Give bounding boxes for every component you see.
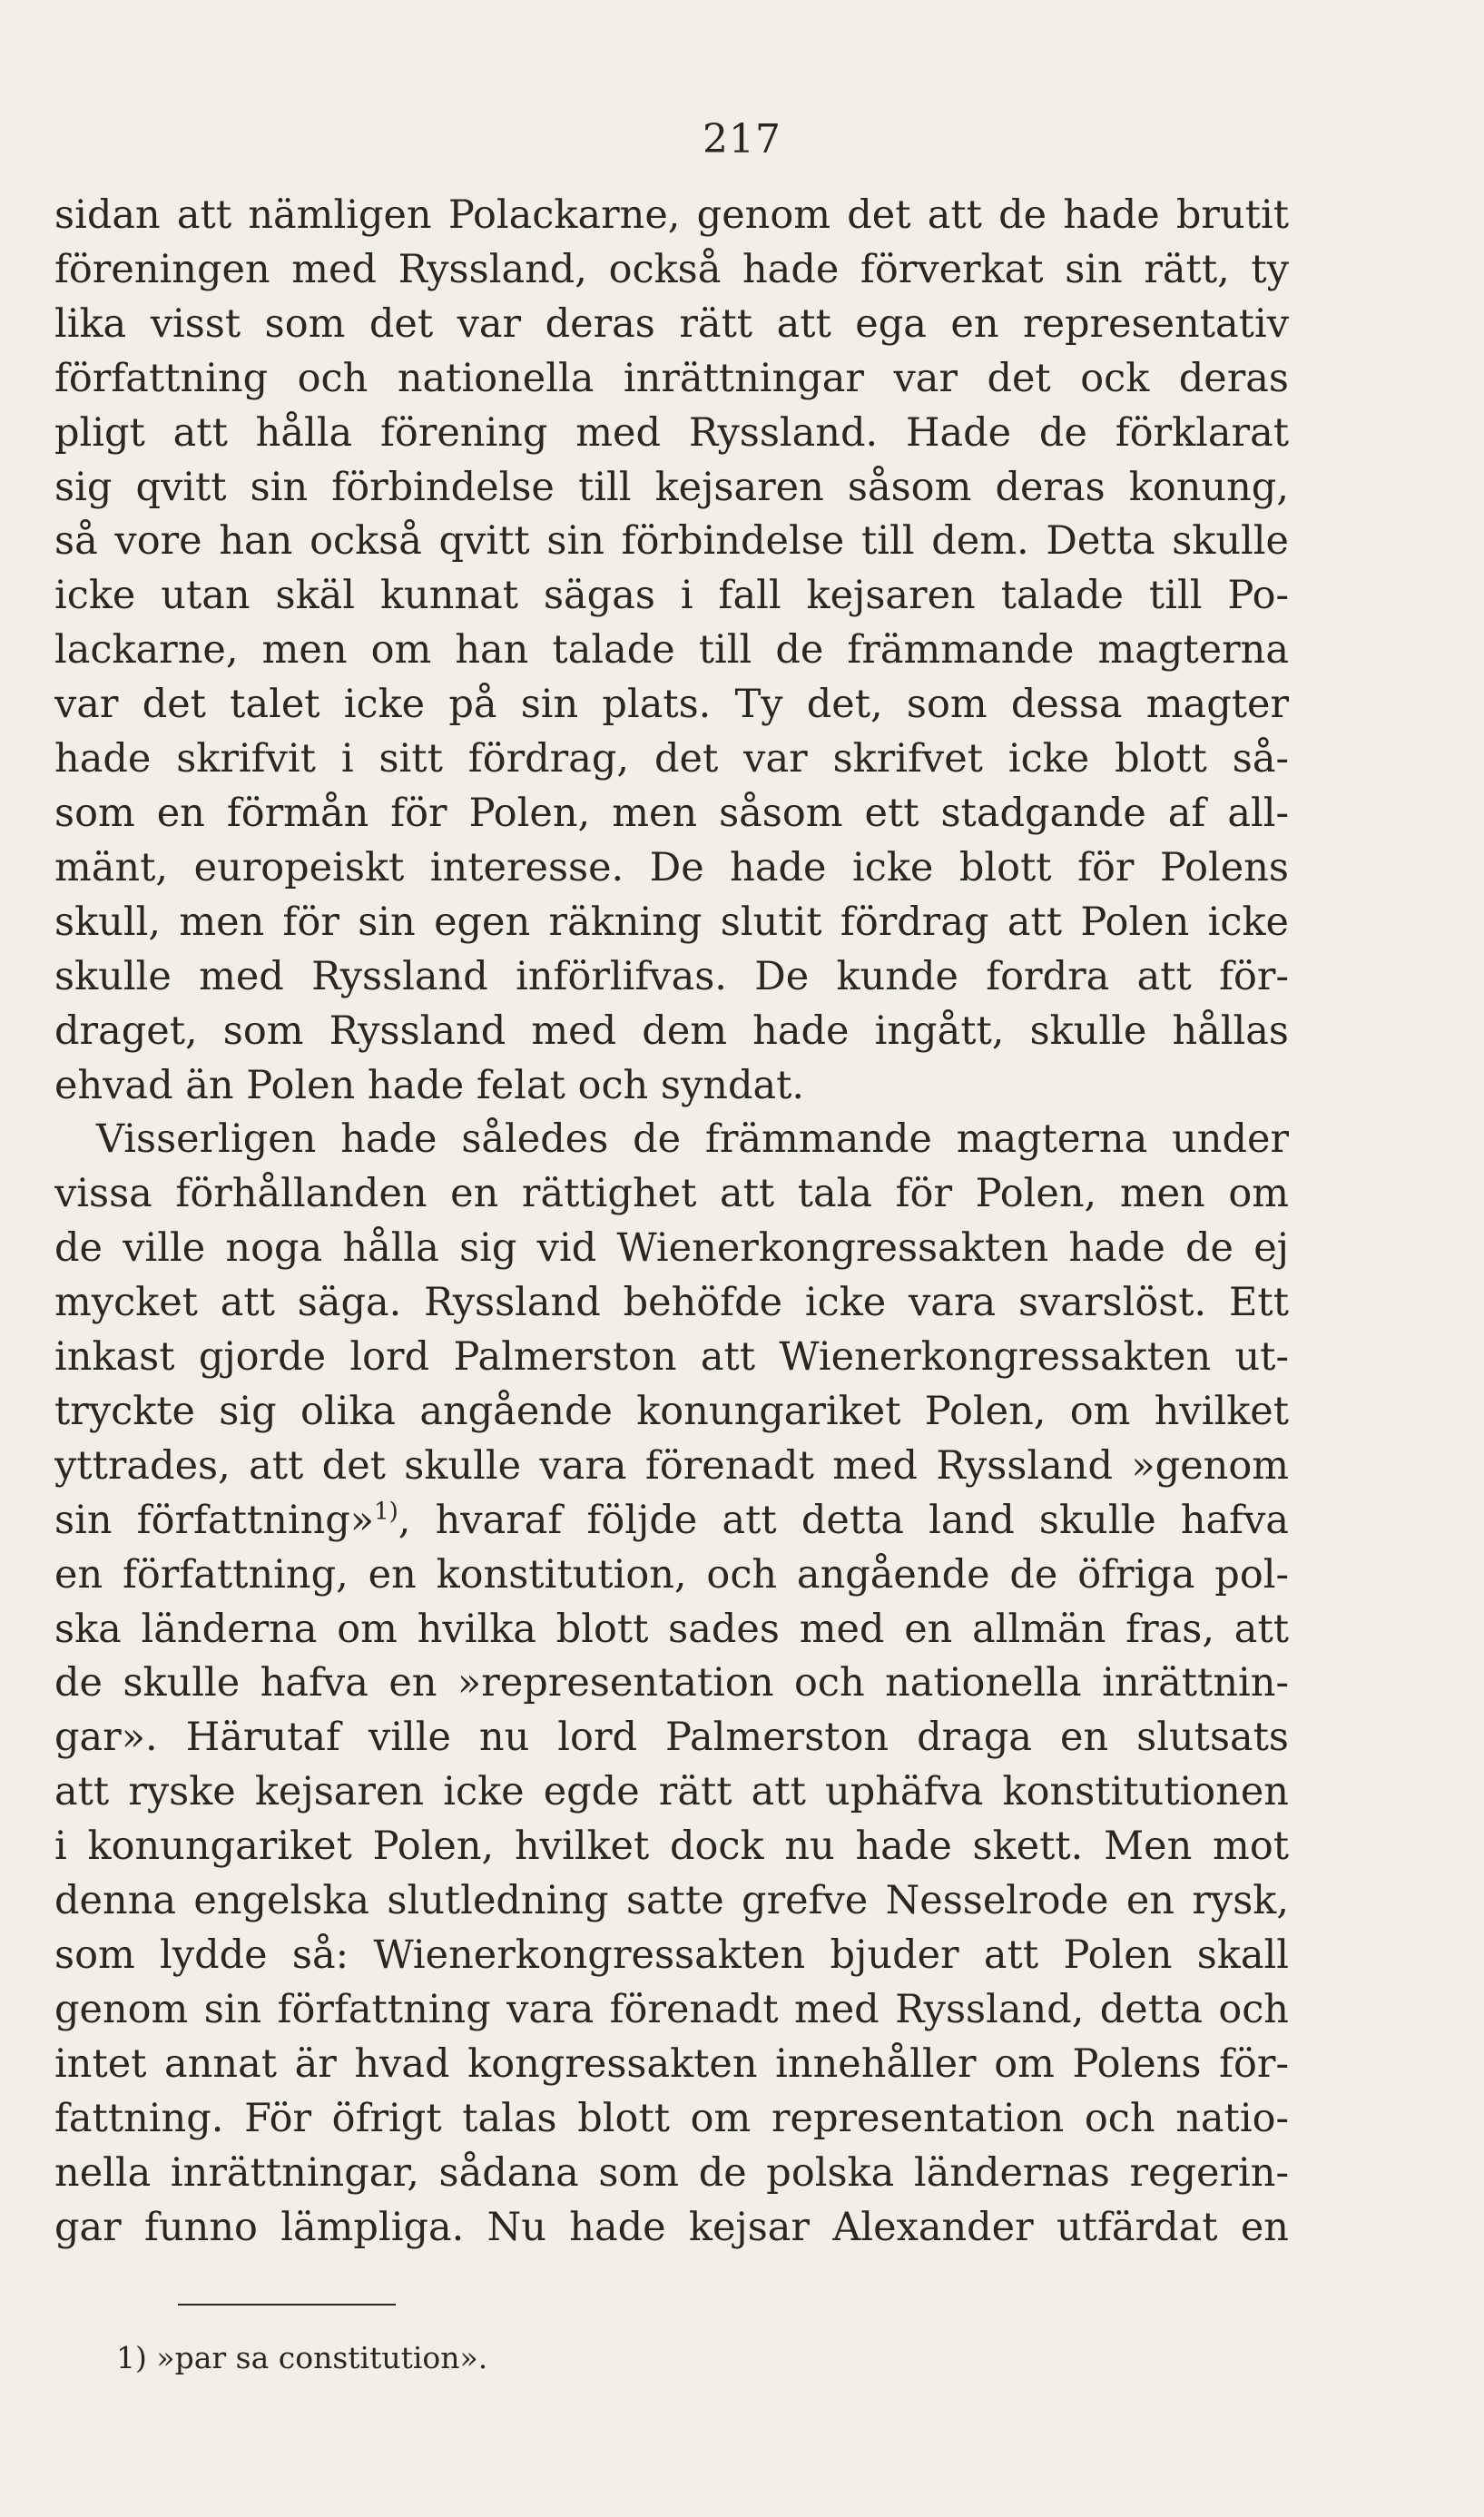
text-line: nella inrättningar, sådana som de polska ländernas regerin-: [54, 2149, 1289, 2196]
text-line: sidan att nämligen Polackarne, genom det att de hade brutit: [54, 192, 1289, 238]
text-line: sig qvitt sin förbindelse till kejsaren såsom deras konung,: [54, 464, 1289, 510]
text-line: lika visst som det var deras rätt att ega en representativ: [54, 300, 1289, 347]
body-text: [54, 189, 1289, 2255]
text-line: ska länderna om hvilka blott sades med en allmän fras, att: [54, 1606, 1289, 1652]
text-line: gar». Härutaf ville nu lord Palmerston draga en slutsats: [54, 1715, 1289, 1761]
footnote-divider: [178, 2304, 396, 2306]
text-line: hade skrifvit i sitt fördrag, det var skrifvet icke blott så-: [54, 736, 1289, 782]
text-line: de ville noga hålla sig vid Wienerkongressakten hade de ej: [54, 1225, 1289, 1272]
text-line: mycket att säga. Ryssland behöfde icke vara svarslöst. Ett: [54, 1280, 1289, 1326]
text-line: en författning, en konstitution, och angående de öfriga pol-: [54, 1551, 1289, 1598]
text-line: gar funno lämpliga. Nu hade kejsar Alexander utfärdat en: [54, 2204, 1289, 2250]
text-line: tryckte sig olika angående konungariket Polen, om hvilket: [54, 1388, 1289, 1434]
text-line: vissa förhållanden en rättighet att tala för Polen, men om: [54, 1171, 1289, 1217]
text-line: att ryske kejsaren icke egde rätt att uphäfva konstitutionen: [54, 1769, 1289, 1815]
footnote: [116, 2340, 487, 2376]
text-line: föreningen med Ryssland, också hade förverkat sin rätt, ty: [54, 246, 1289, 292]
line-segment: , hvaraf följde att detta land skulle hafva: [398, 1497, 1289, 1543]
text-line: som lydde så: Wienerkongressakten bjuder att Polen skall: [54, 1932, 1289, 1978]
page-number: 217: [703, 116, 781, 162]
text-line: pligt att hålla förening med Ryssland. Hade de förklarat: [54, 409, 1289, 456]
paragraph-end-line: ehvad än Polen hade felat och syndat.: [54, 1062, 805, 1108]
line-segment: sin författning»: [54, 1497, 375, 1543]
paragraph-start-line: Visserligen hade således de främmande magterna under: [96, 1116, 1289, 1163]
text-line-with-footnote: [54, 1494, 1289, 1549]
footnote-reference: 1): [374, 1498, 398, 1526]
text-line: skulle med Ryssland införlifvas. De kunde fordra att för-: [54, 953, 1289, 999]
text-line: intet annat är hvad kongressakten innehåller om Polens för-: [54, 2040, 1289, 2087]
text-line: icke utan skäl kunnat sägas i fall kejsaren talade till Po-: [54, 573, 1289, 619]
text-line: de skulle hafva en »representation och nationella inrättnin-: [54, 1660, 1289, 1706]
text-line: inkast gjorde lord Palmerston att Wienerkongressakten ut-: [54, 1334, 1289, 1381]
text-line: så vore han också qvitt sin förbindelse till dem. Detta skulle: [54, 518, 1289, 565]
text-line: yttrades, att det skulle vara förenadt med Ryssland »genom: [54, 1442, 1289, 1489]
text-line: denna engelska slutledning satte grefve Nesselrode en rysk,: [54, 1878, 1289, 1924]
text-line: genom sin författning vara förenadt med Ryssland, detta och: [54, 1986, 1289, 2032]
text-line: som en förmån för Polen, men såsom ett stadgande af all-: [54, 790, 1289, 836]
footnote-text: »par sa constitution».: [156, 2340, 488, 2375]
text-line: mänt, europeiskt interesse. De hade icke blott för Polens: [54, 844, 1289, 890]
text-line: skull, men för sin egen räkning slutit fördrag att Polen icke: [54, 899, 1289, 945]
text-line: draget, som Ryssland med dem hade ingått, skulle hållas: [54, 1008, 1289, 1054]
text-line: författning och nationella inrättningar var det ock deras: [54, 355, 1289, 401]
text-line: var det talet icke på sin plats. Ty det, som dessa magter: [54, 682, 1289, 728]
text-line: fattning. För öfrigt talas blott om representation och natio-: [54, 2095, 1289, 2141]
footnote-marker: 1): [116, 2340, 147, 2375]
text-line: i konungariket Polen, hvilket dock nu hade skett. Men mot: [54, 1824, 1289, 1870]
text-line: lackarne, men om han talade till de främmande magterna: [54, 627, 1289, 673]
